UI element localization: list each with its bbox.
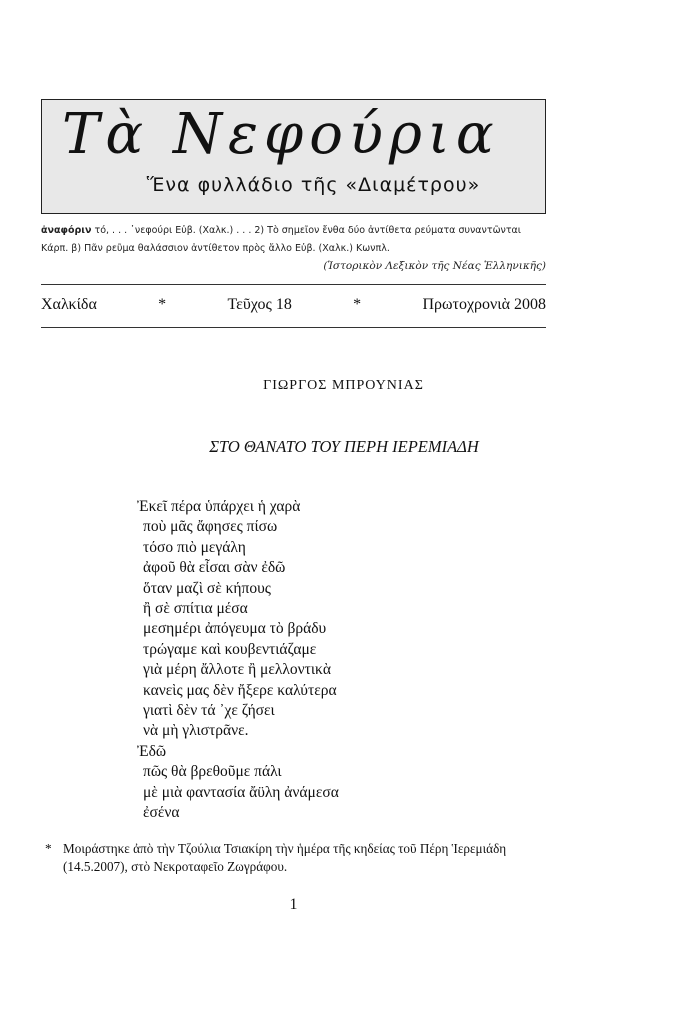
poem-verse: μὲ μιὰ φαντασία ἄϋλη ἀνάμεσα (143, 783, 339, 801)
poem-verse: τρώγαμε καὶ κουβεντιάζαμε (143, 640, 317, 658)
footnote-mark: * (45, 841, 52, 856)
poem-verse: νὰ μὴ γλιστρᾶνε. (143, 722, 249, 740)
poem-verse: Ἐδῶ (137, 742, 167, 760)
issue-number: Τεῦχος 18 (227, 296, 292, 313)
page-number: 1 (289, 896, 298, 913)
issue-separator-2: * (353, 296, 362, 313)
poem-verse: ὅταν μαζὶ σὲ κήπους (143, 579, 271, 597)
footnote (41, 840, 551, 876)
newsletter-subtitle: Ἕνα φυλλάδιο τῆς «Διαμέτρου» (146, 174, 481, 196)
newsletter-title: Τὰ Νεφούρια (62, 102, 500, 167)
poem-body (137, 497, 339, 824)
poem-verse: γιατὶ δὲν τά ᾽χε ζήσει (143, 702, 275, 720)
issue-bottom-rule (41, 327, 546, 328)
footnote-text: Μοιράστηκε ἀπὸ τὴν Τζούλια Τσιακίρη τὴν ἡμέρα τῆς κηδείας τοῦ Πέρη Ἱερεμιάδη (14.5.2007), στὸ Νεκροταφεῖο Ζωγράφου. (63, 841, 507, 874)
poem-verse: ἐσένα (143, 804, 180, 822)
article-author: ΓΙΩΡΓΟΣ ΜΠΡΟΥΝΙΑΣ (263, 378, 424, 393)
poem-verse: γιὰ μέρη ἄλλοτε ἢ μελλοντικὰ (143, 661, 331, 679)
definition-line-1 (41, 222, 546, 240)
issue-date: Πρωτοχρονιὰ 2008 (422, 296, 546, 313)
poem-verse: ἀφοῦ θὰ εἶσαι σὰν ἐδῶ (143, 559, 286, 577)
poem-verse: ἢ σὲ σπίτια μέσα (143, 600, 248, 618)
poem-title: ΣΤΟ ΘΑΝΑΤΟ ΤΟΥ ΠΕΡΗ ΙΕΡΕΜΙΑΔΗ (209, 437, 479, 456)
poem-verse: κανεὶς μας δὲν ἤξερε καλύτερα (143, 681, 337, 699)
poem-verse: τόσο πιὸ μεγάλη (143, 538, 246, 556)
dictionary-definition (41, 222, 546, 274)
masthead-box (41, 99, 546, 214)
poem-verse: Ἐκεῖ πέρα ὑπάρχει ἡ χαρὰ (137, 498, 301, 515)
poem-verse: μεσημέρι ἀπόγευμα τὸ βράδυ (143, 620, 327, 638)
definition-line-2: Κάρπ. β) Πᾶν ρεῦμα θαλάσσιον ἀντίθετον πρὸς ἄλλο Εὐβ. (Χαλκ.) Κωνπλ. (41, 243, 390, 254)
issue-info-row (41, 296, 546, 314)
definition-text-1: τό, . . . ᾽νεφούρι Εὐβ. (Χαλκ.) . . . 2) Τὸ σημεῖον ἔνθα δύο ἀντίθετα ρεύματα συναντῶνται (91, 225, 522, 236)
issue-top-rule (41, 284, 546, 285)
definition-source: (Ἱστορικὸν Λεξικὸν τῆς Νέας Ἑλληνικῆς) (323, 260, 546, 272)
poem-verse: πῶς θὰ βρεθοῦμε πάλι (143, 763, 282, 781)
issue-place: Χαλκίδα (41, 296, 97, 313)
poem-verse: ποὺ μᾶς ἄφησες πίσω (143, 518, 278, 536)
issue-separator-1: * (158, 296, 167, 313)
definition-headword: ἀναφόριν (41, 225, 92, 236)
